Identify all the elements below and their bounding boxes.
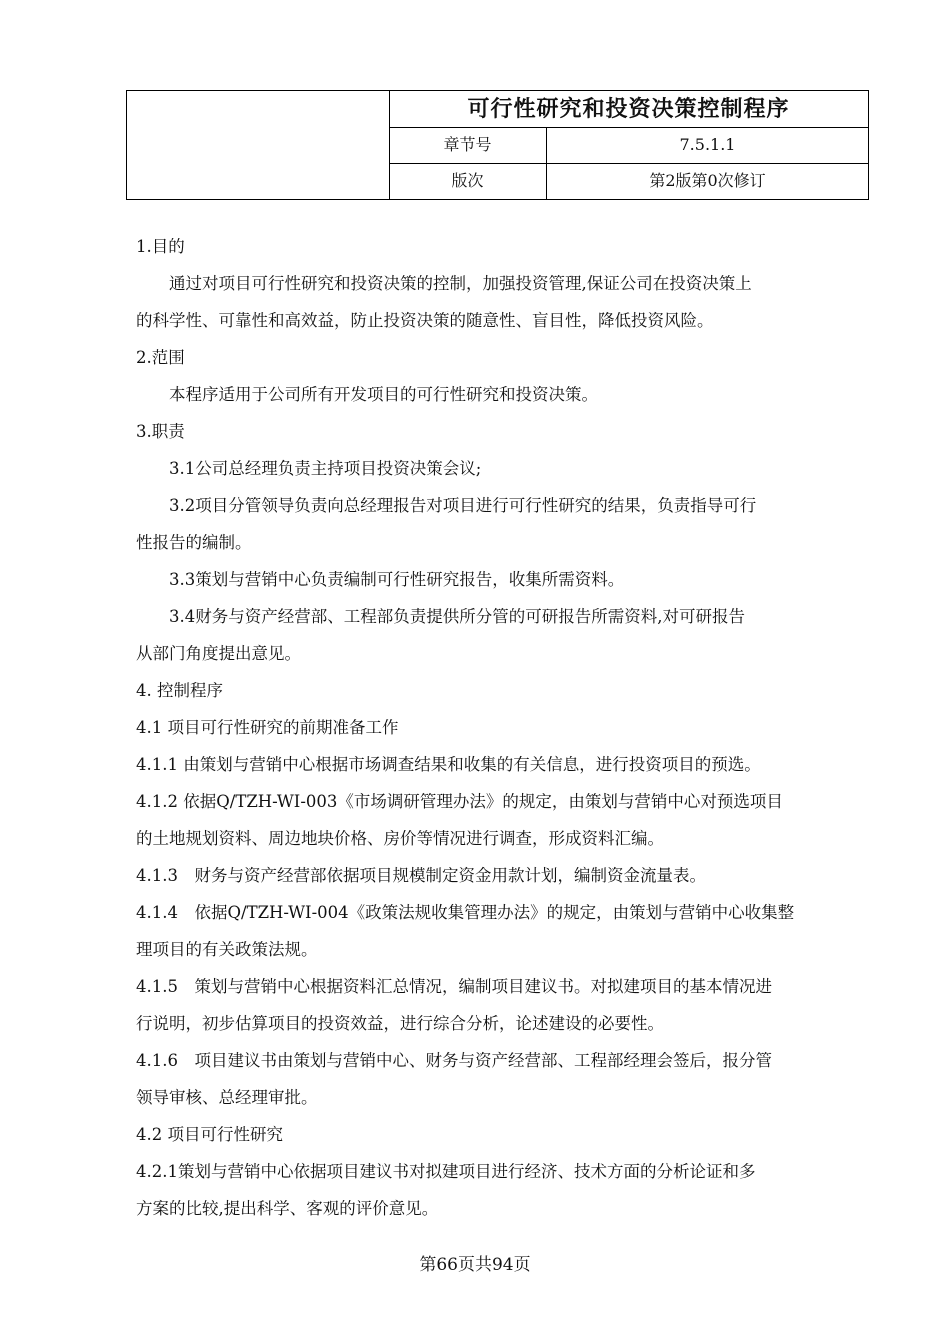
text-line: 4.2 项目可行性研究 xyxy=(136,1125,283,1144)
document-header-table xyxy=(126,90,869,200)
text-line: 3.职责 xyxy=(136,422,185,441)
text-line: 通过对项目可行性研究和投资决策的控制，加强投资管理,保证公司在投资决策上 xyxy=(136,274,752,293)
text-line: 4. 控制程序 xyxy=(136,681,223,700)
document-title: 可行性研究和投资决策控制程序 xyxy=(389,91,868,128)
text-line: 理项目的有关政策法规。 xyxy=(136,940,318,959)
document-body xyxy=(136,228,864,1227)
body-lines xyxy=(136,228,864,1227)
section-value: 7.5.1.1 xyxy=(679,135,736,154)
text-line: 4.1.6 项目建议书由策划与营销中心、财务与资产经营部、工程部经理会签后，报分管 xyxy=(136,1051,772,1070)
text-line: 3.4财务与资产经营部、工程部负责提供所分管的可研报告所需资料,对可研报告 xyxy=(136,607,745,626)
text-line: 4.2.1策划与营销中心依据项目建议书对拟建项目进行经济、技术方面的分析论证和多 xyxy=(136,1162,756,1181)
text-line: 的土地规划资料、周边地块价格、房价等情况进行调查，形成资料汇编。 xyxy=(136,829,664,848)
edition-label: 版次 xyxy=(389,163,547,199)
edition-value: 第2版第0次修订 xyxy=(649,171,766,190)
text-line: 4.1.5 策划与营销中心根据资料汇总情况，编制项目建议书。对拟建项目的基本情况进 xyxy=(136,977,772,996)
text-line: 1.目的 xyxy=(136,237,185,256)
text-line: 性报告的编制。 xyxy=(136,533,252,552)
text-line: 从部门角度提出意见。 xyxy=(136,644,301,663)
text-line: 4.1 项目可行性研究的前期准备工作 xyxy=(136,718,399,737)
edition-row xyxy=(389,163,868,199)
section-label: 章节号 xyxy=(389,127,547,163)
text-line: 3.2项目分管领导负责向总经理报告对项目进行可行性研究的结果，负责指导可行 xyxy=(136,496,757,515)
logo-cell xyxy=(127,91,390,199)
text-line: 2.范围 xyxy=(136,348,185,367)
text-line: 4.1.1 由策划与营销中心根据市场调查结果和收集的有关信息，进行投资项目的预选。 xyxy=(136,755,761,774)
text-line: 4.1.4 依据Q/TZH-WI-004《政策法规收集管理办法》的规定，由策划与营销中心收集整 xyxy=(136,903,795,922)
text-line: 4.1.2 依据Q/TZH-WI-003《市场调研管理办法》的规定，由策划与营销中心对预选项目 xyxy=(136,792,783,811)
text-line: 3.3策划与营销中心负责编制可行性研究报告，收集所需资料。 xyxy=(136,570,625,589)
text-line: 的科学性、可靠性和高效益，防止投资决策的随意性、盲目性，降低投资风险。 xyxy=(136,311,714,330)
text-line: 3.1公司总经理负责主持项目投资决策会议; xyxy=(136,459,482,478)
text-line: 本程序适用于公司所有开发项目的可行性研究和投资决策。 xyxy=(136,385,598,404)
text-line: 方案的比较,提出科学、客观的评价意见。 xyxy=(136,1199,439,1218)
page-footer: 第66页共94页 xyxy=(419,1255,531,1275)
section-row xyxy=(389,127,868,164)
text-line: 领导审核、总经理审批。 xyxy=(136,1088,318,1107)
text-line: 4.1.3 财务与资产经营部依据项目规模制定资金用款计划，编制资金流量表。 xyxy=(136,866,706,885)
text-line: 行说明，初步估算项目的投资效益，进行综合分析，论述建设的必要性。 xyxy=(136,1014,664,1033)
